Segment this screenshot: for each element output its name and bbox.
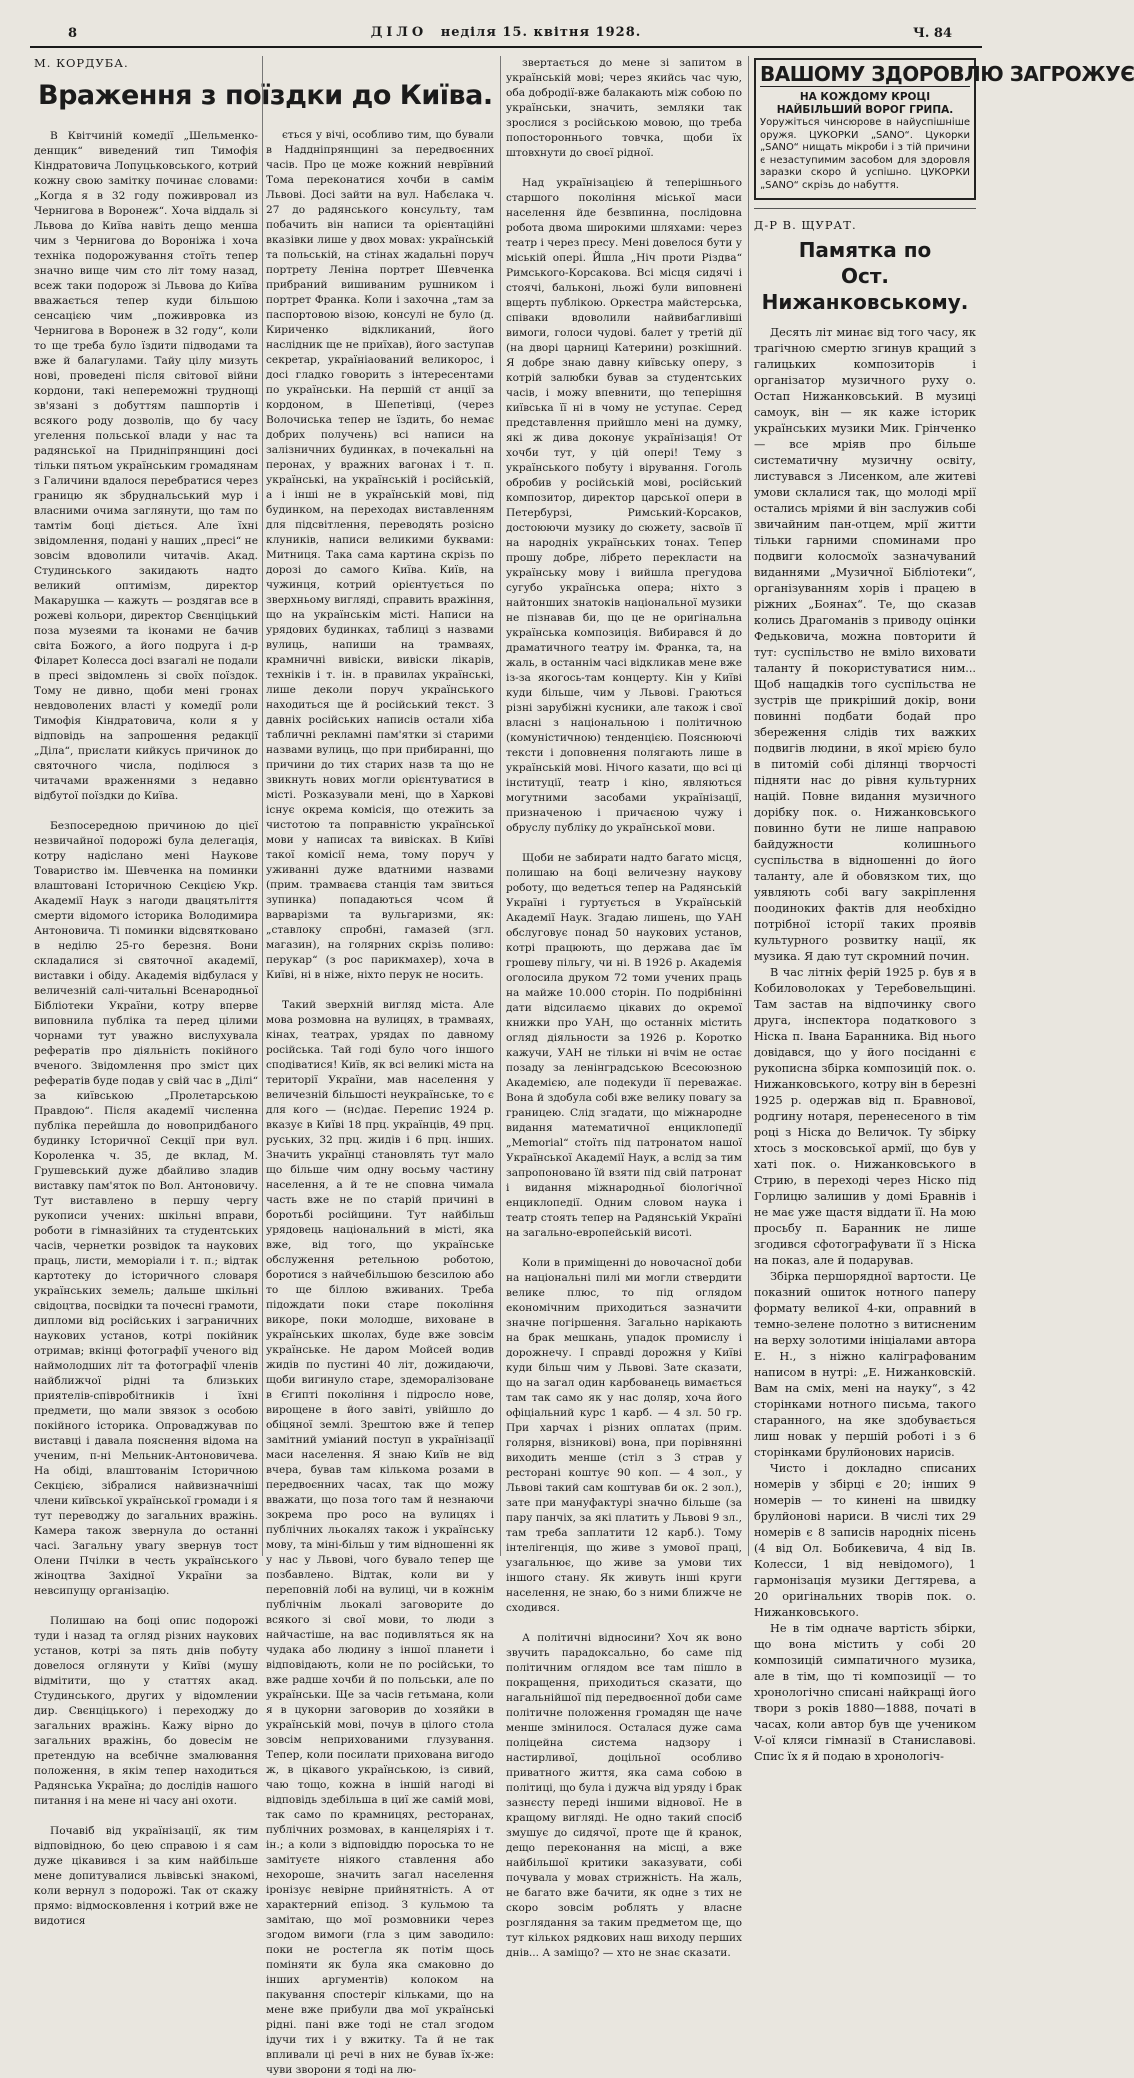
article-paragraph: В Квітчиній комедії „Шельменко-денщик“ виведений тип Тимофія Кіндратовича Лопуцьковського, котрий кожну свою замітку починає словами: „Когда я в 32 году поживровал из Чернигова в Воронеж“. Хоча віддаль зі Львова до Київа навіть дещо менша чим з Чернигова до Вороніжа і хоча техніка подорожування стоїть тепер значно вище чим сто літ тому назад, всеж таки подорож зі Львова до Київа вважається тепер куди більшою сенсацією чим „поживровка из Чернигова в Воронеж в 32 году“, коли то ще треба було їздити підводами та вже й балагулами. Тайу цілу мизуть нові, проведені після світової війни кордони, такі непереможні труднощі зв'язані з добуттям пашпортів і всякого роду дозволів, що бу часу угелення польської влади у нас та радянської на Придніпрянщині досі тільки пятьом українським громадянам з Галичини вдалося перебратися через границю як збруднальський мур і власними очима заглянути, що там по тамтім боці діється. Але їхні звідомлення, подані у наших „пресі“ не зовсім вдоволили читачів. Акад. Студинського закидають надто великий оптимізм, директор Макарушка — кажуть — роздягав все в рожеві кольори, директор Свєнціцький поза музеями та іконами не бачив світа Божого, а його подруга і д-р Філарет Колесса досі взагалі не подали в пресі звідомлень зі своїх поїздок. Тому не дивно, щоби мені гронах невдоволених власті у комедії роли Тимофія Кіндратовича, коли я у відповідь на запрошення редакції „Діла“, прислати кийкусь причинок до святочного числа, поділюся з читачами враженнями з недавно відбутої поїздки до Київа. [34, 130, 258, 802]
advertisement-box [754, 58, 1134, 200]
page-number: 8 [68, 26, 78, 41]
article-paragraph: В час літніх ферій 1925 р. був я в Кобиловолоках у Теребовельщині. Там застав на відпочинку свого друга, інспектора податкового з Ніска п. Івана Баранника. Від нього довідався, що у його посіданні є рукописна збірка композицій пок. о. Нижанковського, котру він в березні 1925 р. одержав від п. Бравнової, родгину нотаря, перенесеного в тім році з Ніска до Величок. Ту збірку хтось з московської армії, що був у хаті пок. о. Нижанковського в Стрию, в переході через Ніско під Горлицю залишив у домі Бравнів і не має уже щастя віддати її. На мою просьбу п. Баранник не лише згодився сфотографувати її з Ніска на показ, але й подарував. [754, 966, 976, 1267]
column-2 [266, 128, 494, 2076]
article-headline [754, 237, 976, 315]
masthead-center [30, 25, 982, 40]
article-paragraph: Безпосередною причиною до цієї незвичайної подорожі була делегація, котру надіслано мені Наукове Товариство ім. Шевченка на поминки влаштовані Історичною Секцією Укр. Академії Наук з нагоди двацятьліття смерти відомого історика Володимира Антоновича. Ті поминки відсвятковано в неділю 25-го березня. Вони складалися зі святочної академії, виставки і обіду. Академія відбулася у величезній салі-читальні Всенародньої Бібліотеки України, котру вперве виповнила публіка та перед цілими чорнами тут уважно вислухувала рефератів про діяльність покійного вченого. Звідомлення про зміст цих рефератів буде подав у свій час в „Ділі“ за київською „Пролетарською Правдою“. Після академії численна публіка перейшла до новопридбаного будинку Історичної Секції при вул. Короленка ч. 35, де вклад, М. Грушевський дуже дбайливо зладив виставку пам'яток по Вол. Антоновичу. Тут виставлено в першу чергу рукописи учених: шкільні вправи, роботи в гімназійних та студентських часів, чернетки розвідок та наукових праць, листи, меморіали і т. п.; відтак картотеку до історичного словаря українських земель; дальше шкільні свідоцтва, посвідки та почесні грамоти, дипломи від російських і заграничних наукових установ, котрі покійник отримав; вкінці фотографії ученого від наймолодших літ та фотографії членів найближчої рідні та близьких приятелів-співробітників і їхні предмети, що мали звязок з особою покійного історика. Опроваджував по виставці і давала пояснення відома на ученим, п-ні Мельник-Антоновичева. На обіді, влаштованім Історичною Секцією, зібралися найвизначніші члени київської української громади і я тут переводжу до загальних вражінь. Камера також звернула до останні часі. Загальну увагу звернув тост Олени Пчілки в честь українського жіноцтва Західної України за невсипущу організацію. [34, 820, 258, 1597]
article-paragraph: Почавіб від українізації, як тим відповідною, бо цею справою і я сам дуже цікавився і за ким найбільше мене допитувалися львівські знакомі, коли вернул з подорожі. Так от скажу прямо: відмосковлення і котрий вже не видотися [34, 1825, 258, 1927]
issue-number: Ч. 84 [912, 26, 952, 41]
article-paragraph: Щоби не забирати надто багато місця, полишаю на боці величезну наукову роботу, що ведеться тепер на Радянській Україні і гуртується в Українській Академії Наук. Згадаю лишень, що УАН обслуговує понад 50 наукових установ, котрі працюють, що держава дає їм грошеву пільгу, чи ні. В 1926 р. Академія оголосила друком 72 томи учених праць на майже 10.000 сторін. По подрібнінні дати відсилаємо цікавих до окремої книжки про УАН, що останніх містить огляд діяльности за 1926 р. Коротко кажучи, УАН не тільки ні вчім не остає позаду за ленінградською Всесоюзною Академією, але подекуди її переважає. Вона й здобула собі вже велику повагу за границею. Слід згадати, що міжнародне видання математичної енциклопедії „Memorial“ стоїть під патронатом нашої Української Академії Наук, а вслід за тим запропоновано їй взяти під свій патронат і видання міжнародньої біологічної енциклопедії. Одним словом наука і театр стоять тепер на Радянській Україні на загально-европейській висоті. [506, 852, 742, 1239]
article-paragraph: Над українізацією й теперішнього старшого покоління міської маси населення йде безвпинна, послідовна робота двома широкими шляхами: через театр і через пресу. Мені довелося бути у міській опері. Йшла „Ніч проти Різдва“ Римського-Корсакова. Всі місця сидячі і стоячі, бальконі, льожі були виповнені вщерть публікою. Оркестра майстерська, співаки вдоволили найвибагливіші вимоги, голоси чудові. балет у третій дії (на дворі царниці Катерини) розкішний. Я добре знаю давну київську оперу, з котрій залюбки бував за студентських часів, і можу впевнити, що теперішня київська її ні в чому не уступає. Серед представлення прийшло мені на думку, які ж дива доконує українізація! От хочби тут, у цій опері! Тему з українського побуту і вірування. Гоголь обробив у російській мові, російський композитор, директор царської опери в Петербурзі, Римський-Корсаков, достоюючи музику до сюжету, засвоїв її на народніх українських тонах. Тепер прошу добре, лібрето перекласти на українську мову і вийшла прегудова сугубо українська опера; ніхто з найтонших знатоків національної музики не пізнавав би, що це не оригінальна українська композиція. Вибирався й до драматичного театру ім. Франка, та, на жаль, в останнім часі відкликав мене вже із-за якогось-там концерту. Кін у Київі куди більше, чим у Львові. Граються різні зарубіжні кусники, але також і свої власні з національною і політичною (комуністичною) тенденцією. Пояснюючі тексти і доповнення полягають лише в українській мові. Нічого казати, що всі ці інституції, театр і кіно, являються могутними засобами українізації, призначеною і причаєною чужу і обруслу публіку до української мови. [506, 177, 742, 834]
article-paragraph: Чисто і докладно списаних номерів у збірці є 20; інших 9 номерів — то кинені на швидку брулйонові нариси. В числі тих 29 номерів є 8 записів народніх пісень (4 від Ол. Бобикевича, 4 від Ів. Колесси, 1 від невідомого), 1 гармонізація музики Дегтярева, а 20 оригінальних творів пок. о. Нижанковського. [754, 1462, 976, 1619]
article-author: Д-Р В. ЩУРАТ. [754, 218, 857, 232]
article-paragraph: Такий зверхній вигляд міста. Але мова розмовна на вулицях, в трамваях, кінах, театрах, урядах по давному російська. Тай годі було чого іншого сподіватися! Київ, як всі великі міста на території України, мав населення у величезній більшості неукраїнське, то є для кого — (нс)дає. Перепис 1924 р. вказує в Київі 18 прц. українців, 49 прц. руських, 32 прц. жидів і 6 прц. інших. Значить українці становлять тут мало що більше чим одну восьму частину населення, а й те не сповна чимала часть вже не по старій причині в боротьбі російщини. Тут найбільш урядовець національний в місті, яка вже, від того, що українське обслуження ретельною роботою, боротися з найчебільшою безсилою або то ще біллою вживаних. Треба підождати поки старе покоління викоре, поки молодше, виховане в українських школах, буде вже зовсім українське. Не даром Мойсей водив жидів по пустині 40 літ, дожидаючи, щоби вигинуло старе, здеморалізоване в Єгипті покоління і підросло нове, вирощене в його завіті, увійшло до обіцяної землі. Зрештою вже й тепер замітний уміаний поступ в українізації маси населення. Я знаю Київ не від вчера, бував там кількома розами в передвоєнних часах, так що можу вважати, що поза того там й незнаючи зокрема про росо на вулицях і публічних льокалях також і українську мову, та міні-більш у тим відношенні як у нас у Львові, чого бувало тепер ще позбавлено. Відтак, коли ви у переповній лобі на вулиці, чи в кожнім публічнім льокалі заговорите до всякого зі свої мови, то люди з найчастіше, на вас подивляться як на чудака або людину з іншої планети і відповідають, коли не по російськи, то вже радше хочби й по польськи, але по українськи. Ще за часів гетьмана, коли я в цукорни заговорив до хозяйки в українській мові, почув в цілого стола зовсім неприхованими глузування. Тепер, коли посилати прихована вигодо ж, в цікавого українською, із сивий, чаю тощо, кожна в іншій нагоді ві відповідь здебільша в циї же самій мові, так само по крамницях, ресторанах, публічних розмовах, в канцеляріях і т. ін.; а коли з відповіддю пороська то не замітуєте ніякого ставлення або нехороше, значить загал населення іронізує невірне прийнятність. А от характерний епізод. З кульмою та замітаю, що мої розмовники через згодом вимоги (гла з цим заводило: поки не ростегла як потім щось поміняти як була яка смаковно до інших аргументів) колоком на пакування спостеріг кільками, що на мене вже прибули два мої українські рідні. пані вже тоді не стал згодом ідучи тих і у вжитку. Та й не так впливали ці речі в них не бував їх-же: чуви зворони я тоді на лю- [266, 999, 494, 2076]
article-headline: Враження з поїздки до Київа. [38, 80, 493, 111]
article-paragraph: звертається до мене зі запитом в українській мові; через якийсь час чую, оба добродії-вже балакають між собою по українськи, значить, земляки так зрослися з російською мовою, що треба попостороннього товчка, щоби їх штовхнути до своєї рідної. [506, 57, 742, 159]
issue-date: неділя 15. квітня 1928. [440, 25, 642, 40]
article-paragraph: ється у вічі, особливо тим, що бували в Наддніпрянщині за передвоєнних часів. Про це може кожний неврївний Тома переконатися хочби в самім Львові. Досі зайти на вул. Набєлака ч. 27 до радянського консульту, там побачить він написи та орієнтаційні вказівки лише у двох мовах: українській та польській, на стінах жадальні поруч портрету Леніна портрет Шевченка прибраний вишиваним рушником і портрет Франка. Коли і захочна „там за паспортовою візою, консулі не було (д. Кириченко відкликаний, його наслідник ще не приїхав), його заступав секретар, україніаований великорос, і досі гладко говорить з інтересентами по українськи. На першій ст анції за кордоном, в Шепетівці, (через Волочиська тепер не їздить, бо немає добрих получень) всі написи на залізничних будинках, в почекальні на перонах, у вражних вагонах і т. п. українські, на українській і російській, а і інші не в українській мові, під будинком, на переходах виставленням для підсвітлення, переводять розісно клуників, написи великими буквами: Митниця. Така сама картина скрізь по дорозі до самого Київа. Київ, на чужинця, котрий орієнтується по зверхньому вигляді, справить вражіння, що на українськім місті. Написи на урядових будинках, таблиці з назвами вулиць, напиши на трамваях, крамничні вивіски, вивіски лікарів, техніків і т. ін. в правилах українські, лише деколи поруч українського находиться ще й російський текст. З давніх російських написів остали хіба табличні рекламні пам'ятки зі старими назвами вулиць, що при прибиранні, що причини до тих старих назв та що не звикнуть нових могли орієнтуватися в місті. Розказували мені, що в Харкові існує окрема комісія, що отежить за чистотою та поправністю української мови у написах та вивісках. В Київі такої комісії нема, тому поруч у уживанні дуже вдатними назвами (прим. трамваєва станція там звиться зупинка) попадаються чсом й варварізми та вульгаризми, як: „ставлоку спробні, гамазей (згл. магазин), на голярних скрізь поливо: перукар“ (з рос парикмахер), хоча в Київі, ні в ніже, ніхто перук не носить. [266, 129, 494, 981]
ad-headline: ВАШОМУ ЗДОРОВЛЮ ЗАГРОЖУЄ [760, 62, 1134, 86]
article-paragraph: Полишаю на боці опис подорожі туди і назад та огляд різних наукових установ, котрі за пять днів побуту довелося оглянути у Київі (мушу відмітити, що у статтях акад. Студинського, других у відомлении дир. Свєнціцького) і переходжу до загальних вражінь. Кажу вірно до загальних вражінь, бо довесім не претендую на всебічне змалювання положення, в якім тепер находиться Радянська Україна; до дослідів нашого питання і на мене ні часу ані охоти. [34, 1615, 258, 1807]
article-author: М. КОРДУБА. [34, 56, 129, 70]
headline-line: Ост. Нижанковському. [761, 264, 969, 314]
section-divider [754, 208, 976, 209]
column-divider [500, 56, 501, 1556]
ad-subheading: НА КОЖДОМУ КРОЦІ НАЙБІЛЬШИЙ ВОРОГ ГРИПА. [776, 91, 954, 116]
column-divider [748, 56, 749, 1556]
article-paragraph: Коли в приміщенні до новочасної доби на національні пилі ми могли ствердити велике плюс, то під оглядом економічним приходиться зазначити значне погіршення. Загально нарікають на брак мешкань, упадок промислу і дорожнечу. І справді дорожня у Київі куди більш чим у Львові. Зате сказати, що на загал один карбованець вимається там так само як у нас доляр, хоча його офіціальний курс 1 карб. — 4 зл. 50 гр. При харчах і різних оплатах (прим. голярня, візникові) вона, при порівнянні виходить менше (стіл з 3 страв у ресторані коштує 90 коп. — 4 зол., у Львові такий сам коштував би ок. 2 зол.), зате при мануфактурі значно більше (за пару панчіх, за які платить у Львові 9 зл., там треба заплатити 12 карб.). Тому інтелігенція, що живе з умової праці, узагальнює, що живе за умови тих іншого стану. Як живуть інші круги населення, не знаю, бо з ними ближче не сходився. [506, 1257, 742, 1614]
ad-body: Уоружіться чинсюрове в найуспішніше оружя. ЦУКОРКИ „SANO“. Цукорки „SANO“ нищать мікроби і з тій причини є незаступимим засобом для здоровля заразки скоро й успішно. ЦУКОРКИ „SANO“ скрізь до набуття. [760, 117, 970, 191]
article-paragraph: Збірка першорядної вартости. Це показний ошиток нотного паперу формату великої 4-ки, оправний в темно-зелене полотно з витисненим на верху золотими ініціалами автора Е. Н., з ніжно каліграфованим написом в нутрі: „Е. Нижанковскій. Вам на сміх, мені на науку“, з 42 сторінками нотного письма, такого старанного, на яке здобувається лиш новак у першій роботі і з 6 сторінками брулйонових нарисів. [754, 1270, 976, 1459]
masthead-rule [30, 46, 982, 48]
masthead [30, 22, 982, 46]
column-4 [754, 56, 1134, 1763]
newspaper-name: ДІЛО [370, 25, 428, 40]
column-divider [262, 56, 263, 1556]
column-3 [506, 56, 742, 1959]
article-paragraph: А політичні відносини? Хоч як воно звучить парадоксально, бо саме під політичним оглядом все там пішло в покращення, приходиться сказати, що нагальнійшої під передвоєнної доби саме політичне положення громадян ще наче менше змінилося. Осталася дуже сама поліцейна система надзору і настирливої, доцільної особливо приватного життя, яка сама собою в політиці, що була і дужча від уряду і брак зазнєсту переді іншими віднової. Не в кращому вигляді. Не одно такий спосіб змушує до сидячої, проте ще й кранок, дещо переконання на місці, а вже найбільшої критики заказувати, собі почувала у мовах стрижність. На жаль, не багато вже бачити, як одне з тих не скоро зовсім роблять у власне розглядання за таким предметом ще, що тут кількох рядкових наш виходу перших днів... А заміщо? — хто не знає сказати. [506, 1632, 742, 1959]
article-paragraph: Не в тім одначе вартість збірки, що вона містить у собі 20 композицій симпатичного музика, але в тім, що ті композиції — то хронологічно списані найкращі його твори з років 1880—1888, початі в часах, коли автор був ще учеником V-ої кляси гімназії в Станиславові. Спис їх я й подаю в хронологіч- [754, 1622, 976, 1763]
headline-line: Памятка по [798, 238, 932, 262]
article-paragraph: Десять літ минає від того часу, як трагічною смертю згинув кращий з галицьких композиторів і організатор музичного руху о. Остап Нижанковський. В музиці самоук, він — як каже історик українських музики Мик. Грінченко — все мріяв про більше систематичну музичну освіту, листувався з Лисенком, але житеві умови склалися так, що молоді мрії остались мріями й він заслужив собі звичайним пан-отцем, мрії житти тільки гарними споминами про подвиги колосмоїх зазначуваний виданнями „Музичної Бібліотеки“, організуванням хорів і працею в ріжних „Боянах“. Те, що сказав колись Драгоманів з приводу оцінки Федьковича, можна повторити й тут: суспільство не вміло виховати таланту й покористуватися ним... Щоб нащадків того суспільства не зустрів ще прикріший докір, вони повинні подбати бодай про збереження слідів тих важких подвигів людини, в якої мрією було в питомій собі ділянці творчості підняти нас до рівня культурних націй. Повне видання музичного дорібку пок. о. Нижанковського повинно бути не лише направою байдужности колишнього суспільства в відношенні до його таланту, але й обовязком тих, що уявляють собі вагу закріплення поодиноких фактів для необхідно потрібної історії таких проявів культурного розвитку нації, як музика. Я даю тут скромний почин. [754, 326, 976, 963]
